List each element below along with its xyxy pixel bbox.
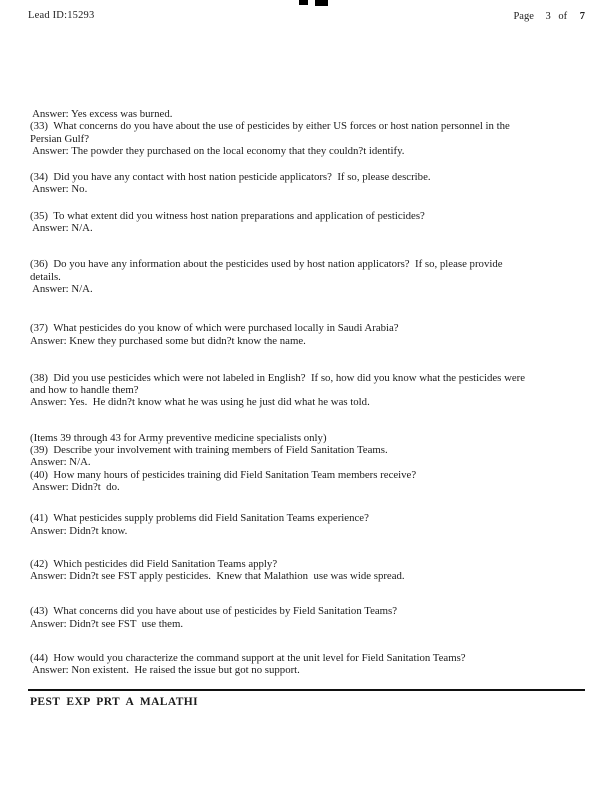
lead-id: Lead ID:15293 [28, 10, 95, 21]
page-of-word: of [558, 11, 568, 22]
question-line: details. [30, 270, 61, 283]
question-line: (33) What concerns do you have about the use of pesticides by either US forces or host nation personnel in the [30, 120, 510, 133]
answer-line: Answer: Yes excess was burned. [30, 108, 173, 120]
page-number: 3 [545, 11, 551, 22]
qa-block-44 [30, 652, 590, 677]
items-note-line: (Items 39 through 43 for Army preventive medicine specialists only) [30, 431, 327, 444]
scan-artifact [299, 0, 308, 5]
footer-title: PEST EXP PRT A MALATHI [30, 696, 199, 708]
answer-line: Answer: Didn?t know. [30, 524, 128, 537]
answer-line: Answer: Non existent. He raised the issue but got no support. [30, 664, 300, 677]
qa-block-37 [30, 322, 590, 347]
answer-line: Answer: Didn?t see FST use them. [30, 617, 184, 630]
qa-block-34 [30, 171, 590, 196]
question-line: (42) Which pesticides did Field Sanitation Teams apply? [30, 557, 278, 570]
answer-line: Answer: Didn?t see FST apply pesticides. Knew that Malathion use was wide spread. [30, 570, 405, 583]
question-line: (43) What concerns did you have about use of pesticides by Field Sanitation Teams? [30, 605, 398, 618]
answer-line: Answer: Didn?t do. [30, 480, 120, 493]
answer-line: Answer: Yes. He didn?t know what he was using he just did what he was told. [30, 396, 370, 409]
qa-block-42 [30, 558, 590, 583]
question-line: Persian Gulf? [30, 132, 90, 145]
question-line: (38) Did you use pesticides which were not labeled in English? If so, how did you know what the pesticides were [30, 371, 526, 384]
footer-rule [28, 689, 585, 691]
question-line: and how to handle them? [30, 384, 139, 397]
qa-block-39-40 [30, 432, 590, 493]
document-body [30, 108, 590, 677]
question-line: (39) Describe your involvement with training members of Field Sanitation Teams. [30, 444, 388, 457]
question-line: (41) What pesticides supply problems did Field Sanitation Teams experience? [30, 512, 369, 525]
answer-line: Answer: N/A. [30, 282, 93, 295]
answer-line: Answer: No. [30, 183, 88, 196]
page-indicator [513, 11, 585, 22]
question-line: (40) How many hours of pesticides training did Field Sanitation Team members receive? [30, 468, 417, 481]
qa-block-35 [30, 210, 590, 235]
page-word: Page [513, 11, 534, 22]
qa-block-36 [30, 258, 590, 295]
question-line: (37) What pesticides do you know of which were purchased locally in Saudi Arabia? [30, 322, 399, 335]
qa-block-38 [30, 372, 590, 409]
qa-block-41 [30, 512, 590, 537]
question-line: (34) Did you have any contact with host nation pesticide applicators? If so, please describe. [30, 171, 431, 184]
answer-line: Answer: The powder they purchased on the local economy that they couldn?t identify. [30, 144, 405, 157]
question-line: (36) Do you have any information about the pesticides used by host nation applicators? If so, please provide [30, 258, 503, 271]
question-line: (35) To what extent did you witness host nation preparations and application of pesticides? [30, 209, 425, 222]
question-line: (44) How would you characterize the command support at the unit level for Field Sanitation Teams? [30, 652, 466, 665]
answer-line: Answer: Knew they purchased some but didn?t know the name. [30, 334, 306, 347]
page-total: 7 [579, 11, 585, 22]
answer-line: Answer: N/A. [30, 456, 91, 469]
qa-block-43 [30, 605, 590, 630]
qa-block-33 [30, 108, 590, 157]
answer-line: Answer: N/A. [30, 222, 93, 235]
scan-artifact [315, 0, 328, 6]
